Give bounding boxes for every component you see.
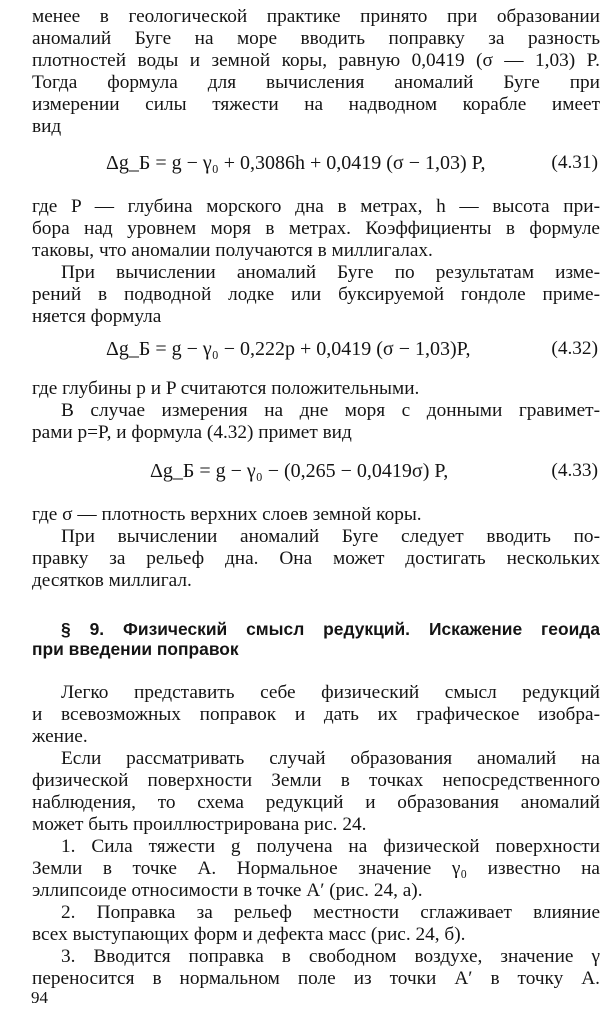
paragraph-start-line: Легко представить себе физический смысл редукций bbox=[61, 682, 600, 703]
text-line: бора над уровнем моря в метрах. Коэффициенты в формуле bbox=[32, 218, 600, 239]
paragraph-start-line: В случае измерения на дне моря с донными гравимет- bbox=[61, 400, 600, 421]
formula-4-32: Δg_Б = g − γ₀ − 0,222p + 0,0419 (σ − 1,03)P, bbox=[106, 338, 471, 360]
text-line: правку за рельеф дна. Она может достигать нескольких bbox=[32, 548, 600, 569]
paragraph-start-line: При вычислении аномалий Буге по результатам изме- bbox=[61, 262, 600, 283]
formula-number: (4.33) bbox=[551, 460, 598, 481]
list-item-3: 3. Вводится поправка в свободном воздухе, значение γ bbox=[61, 946, 600, 967]
text-line: няется формула bbox=[32, 306, 162, 327]
text-line: плотностей воды и земной коры, равную 0,0419 (σ — 1,03) P. bbox=[32, 50, 600, 71]
text-line: рений в подводной лодке или буксируемой гондоле приме- bbox=[32, 284, 600, 305]
text-line: измерении силы тяжести на надводном корабле имеет bbox=[32, 94, 600, 115]
text-line: всех выступающих форм и дефекта масс (рис. 24, б). bbox=[32, 924, 466, 945]
text-line: аномалий Буге на море вводить поправку за разность bbox=[32, 28, 600, 49]
text-line: десятков миллигал. bbox=[32, 570, 192, 591]
list-item-2: 2. Поправка за рельеф местности сглаживает влияние bbox=[61, 902, 600, 923]
text-line: физической поверхности Земли в точках непосредственного bbox=[32, 770, 600, 791]
text-line: рами p=P, и формула (4.32) примет вид bbox=[32, 422, 352, 443]
section-heading: § 9. Физический смысл редукций. Искажение геоида bbox=[61, 619, 600, 639]
text-line: где глубины p и P считаются положительными. bbox=[32, 378, 420, 399]
text-line: таковы, что аномалии получаются в миллигалах. bbox=[32, 240, 433, 261]
text-line: менее в геологической практике принято при образовании bbox=[32, 6, 600, 27]
formula-number: (4.32) bbox=[551, 338, 598, 359]
page-number: 94 bbox=[31, 988, 48, 1007]
text-line: где σ — плотность верхних слоев земной коры. bbox=[32, 504, 422, 525]
text-line: Тогда формула для вычисления аномалий Буге при bbox=[32, 72, 600, 93]
text-line: жение. bbox=[32, 726, 88, 747]
section-heading-cont: при введении поправок bbox=[32, 639, 239, 659]
text-line: наблюдения, то схема редукций и образования аномалий bbox=[32, 792, 600, 813]
text-line: вид bbox=[32, 116, 62, 137]
text-line: переносится в нормальном поле из точки A′ в точку A. bbox=[32, 968, 600, 989]
formula-number: (4.31) bbox=[551, 152, 598, 173]
text-line: Земли в точке A. Нормальное значение γ₀ известно на bbox=[32, 858, 600, 879]
text-line: эллипсоиде относимости в точке A′ (рис. 24, а). bbox=[32, 880, 423, 901]
text-line: может быть проиллюстрирована рис. 24. bbox=[32, 814, 367, 835]
text-line: где P — глубина морского дна в метрах, h — высота при- bbox=[32, 196, 600, 217]
paragraph-start-line: При вычислении аномалий Буге следует вводить по- bbox=[61, 526, 600, 547]
paragraph-start-line: Если рассматривать случай образования аномалий на bbox=[61, 748, 600, 769]
list-item-1: 1. Сила тяжести g получена на физической поверхности bbox=[61, 836, 600, 857]
formula-4-33: Δg_Б = g − γ₀ − (0,265 − 0,0419σ) P, bbox=[150, 460, 449, 482]
formula-4-31: Δg_Б = g − γ₀ + 0,3086h + 0,0419 (σ − 1,03) P, bbox=[106, 152, 486, 174]
text-line: и всевозможных поправок и дать их графическое изобра- bbox=[32, 704, 600, 725]
